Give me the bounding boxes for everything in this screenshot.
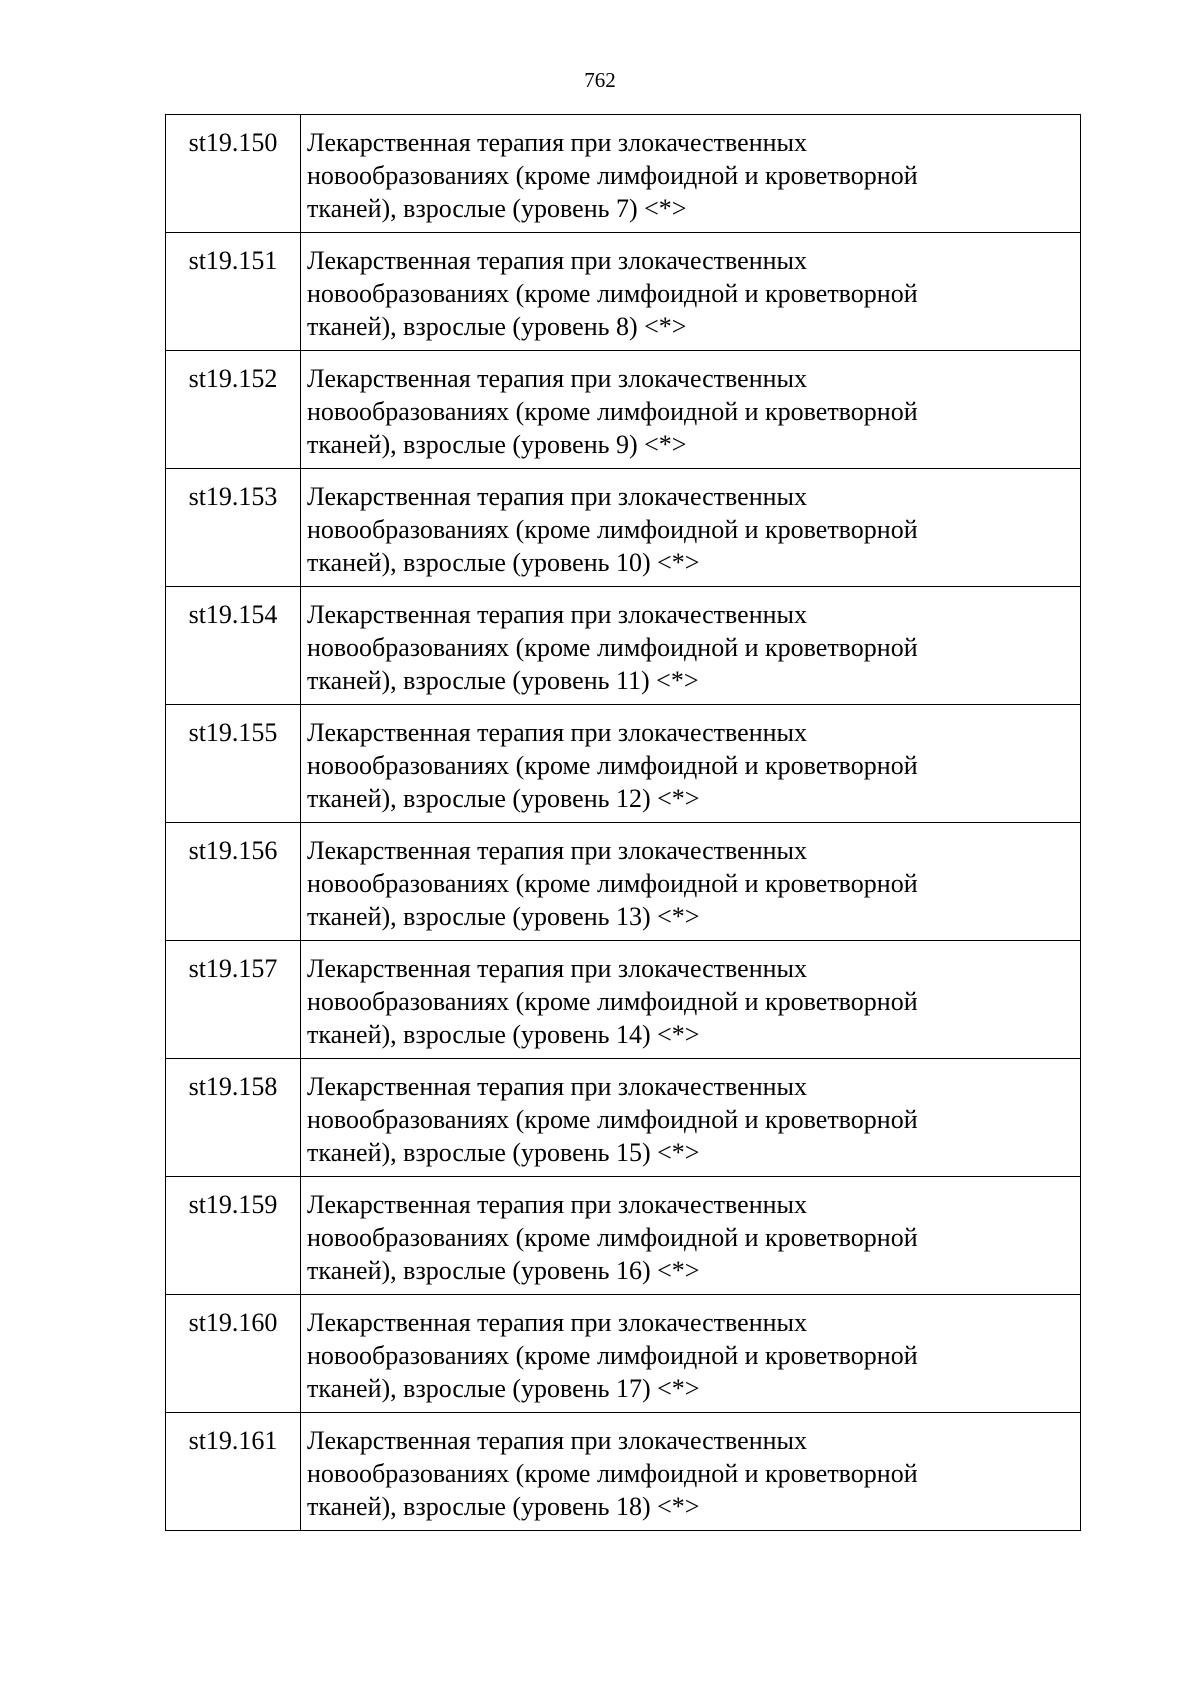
- description-line: тканей), взрослые (уровень 10) <*>: [307, 548, 700, 577]
- description-line: Лекарственная терапия при злокачественных: [307, 1190, 807, 1219]
- description-line: тканей), взрослые (уровень 13) <*>: [307, 902, 700, 931]
- table-row: [166, 469, 1081, 587]
- table-row: [166, 587, 1081, 705]
- table-row: [166, 705, 1081, 823]
- row-code: st19.154: [166, 587, 301, 705]
- description-line: Лекарственная терапия при злокачественных: [307, 1072, 807, 1101]
- row-description: [301, 351, 1081, 469]
- description-line: тканей), взрослые (уровень 14) <*>: [307, 1020, 700, 1049]
- description-line: тканей), взрослые (уровень 7) <*>: [307, 194, 687, 223]
- description-line: тканей), взрослые (уровень 11) <*>: [307, 666, 699, 695]
- row-code: st19.161: [166, 1413, 301, 1531]
- description-line: тканей), взрослые (уровень 8) <*>: [307, 312, 687, 341]
- row-code: st19.157: [166, 941, 301, 1059]
- table-row: [166, 823, 1081, 941]
- table-row: [166, 1413, 1081, 1531]
- row-code: st19.160: [166, 1295, 301, 1413]
- description-line: Лекарственная терапия при злокачественных: [307, 718, 807, 747]
- row-description: [301, 1295, 1081, 1413]
- description-line: Лекарственная терапия при злокачественных: [307, 1308, 807, 1337]
- description-line: новообразованиях (кроме лимфоидной и кроветворной: [307, 869, 918, 898]
- row-description: [301, 1413, 1081, 1531]
- table-row: [166, 233, 1081, 351]
- row-code: st19.153: [166, 469, 301, 587]
- description-line: тканей), взрослые (уровень 17) <*>: [307, 1374, 700, 1403]
- row-description: [301, 233, 1081, 351]
- description-line: Лекарственная терапия при злокачественных: [307, 482, 807, 511]
- description-line: новообразованиях (кроме лимфоидной и кроветворной: [307, 751, 918, 780]
- description-line: тканей), взрослые (уровень 18) <*>: [307, 1492, 700, 1521]
- description-line: новообразованиях (кроме лимфоидной и кроветворной: [307, 987, 918, 1016]
- row-code: st19.152: [166, 351, 301, 469]
- description-line: тканей), взрослые (уровень 9) <*>: [307, 430, 687, 459]
- table-row: [166, 1059, 1081, 1177]
- table-body: [166, 115, 1081, 1531]
- description-line: новообразованиях (кроме лимфоидной и кроветворной: [307, 1459, 918, 1488]
- page-number: 762: [584, 68, 616, 92]
- description-line: тканей), взрослые (уровень 12) <*>: [307, 784, 700, 813]
- description-line: новообразованиях (кроме лимфоидной и кроветворной: [307, 397, 918, 426]
- description-line: Лекарственная терапия при злокачественных: [307, 600, 807, 629]
- description-line: новообразованиях (кроме лимфоидной и кроветворной: [307, 1105, 918, 1134]
- description-line: тканей), взрослые (уровень 15) <*>: [307, 1138, 700, 1167]
- description-line: Лекарственная терапия при злокачественных: [307, 128, 807, 157]
- description-line: новообразованиях (кроме лимфоидной и кроветворной: [307, 279, 918, 308]
- row-description: [301, 941, 1081, 1059]
- row-description: [301, 469, 1081, 587]
- row-description: [301, 823, 1081, 941]
- description-line: Лекарственная терапия при злокачественных: [307, 836, 807, 865]
- description-line: Лекарственная терапия при злокачественных: [307, 954, 807, 983]
- description-line: новообразованиях (кроме лимфоидной и кроветворной: [307, 1341, 918, 1370]
- description-line: новообразованиях (кроме лимфоидной и кроветворной: [307, 633, 918, 662]
- row-description: [301, 705, 1081, 823]
- description-line: новообразованиях (кроме лимфоидной и кроветворной: [307, 515, 918, 544]
- row-code: st19.158: [166, 1059, 301, 1177]
- description-line: тканей), взрослые (уровень 16) <*>: [307, 1256, 700, 1285]
- row-code: st19.151: [166, 233, 301, 351]
- description-line: Лекарственная терапия при злокачественных: [307, 364, 807, 393]
- description-line: Лекарственная терапия при злокачественных: [307, 1426, 807, 1455]
- description-line: новообразованиях (кроме лимфоидной и кроветворной: [307, 161, 918, 190]
- row-code: st19.150: [166, 115, 301, 233]
- table-row: [166, 1177, 1081, 1295]
- row-code: st19.159: [166, 1177, 301, 1295]
- description-line: Лекарственная терапия при злокачественных: [307, 246, 807, 275]
- table-row: [166, 1295, 1081, 1413]
- row-description: [301, 115, 1081, 233]
- row-code: st19.156: [166, 823, 301, 941]
- table-row: [166, 351, 1081, 469]
- table-row: [166, 941, 1081, 1059]
- description-line: новообразованиях (кроме лимфоидной и кроветворной: [307, 1223, 918, 1252]
- tariff-table: [165, 114, 1081, 1531]
- table-row: [166, 115, 1081, 233]
- row-description: [301, 1177, 1081, 1295]
- row-description: [301, 587, 1081, 705]
- row-code: st19.155: [166, 705, 301, 823]
- row-description: [301, 1059, 1081, 1177]
